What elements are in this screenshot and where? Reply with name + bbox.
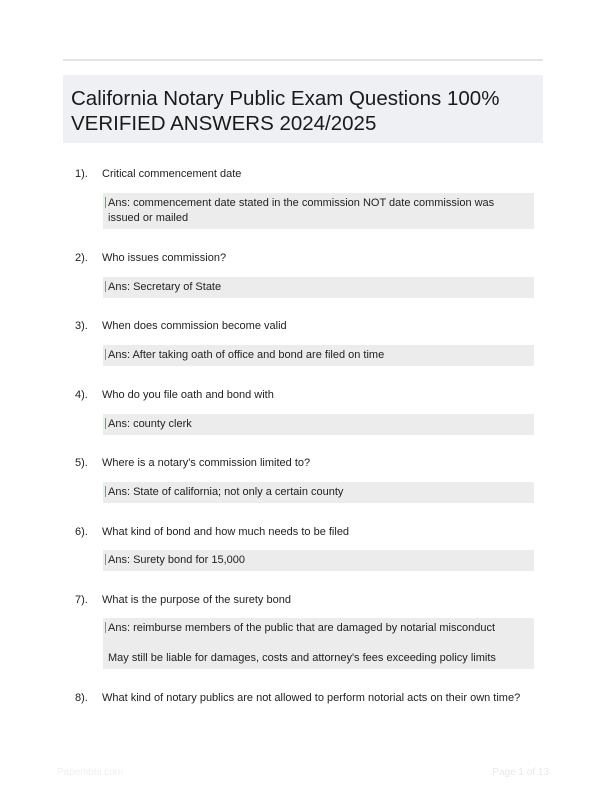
- answer-text: Ans: commencement date stated in the commission NOT date commission was issued or mailed: [108, 197, 495, 224]
- question-number: 3).: [75, 320, 88, 332]
- answer-box: [103, 345, 534, 366]
- answer-box: [103, 193, 534, 229]
- answer-text: May still be liable for damages, costs and attorney's fees exceeding policy limits: [108, 652, 496, 664]
- top-rule: [63, 59, 543, 61]
- footer-page-number: Page 1 of 13: [492, 767, 549, 778]
- question-text: When does commission become valid: [102, 320, 287, 332]
- answer-text: Ans: State of california; not only a certain county: [108, 486, 344, 498]
- question-text: Critical commencement date: [102, 168, 242, 180]
- title-box: [63, 75, 543, 143]
- question-number: 5).: [75, 457, 88, 469]
- answer-box: [103, 618, 534, 669]
- answer-box: [103, 414, 534, 435]
- footer-site: Paperlibbi.com: [57, 767, 124, 778]
- question-text: What kind of bond and how much needs to be filed: [102, 526, 350, 538]
- question-text: Where is a notary's commission limited to?: [102, 457, 311, 469]
- document-title: California Notary Public Exam Questions 100% VERIFIED ANSWERS 2024/2025: [71, 87, 500, 135]
- answer-text: Ans: reimburse members of the public that are damaged by notarial misconduct: [108, 622, 496, 634]
- answer-box: [103, 550, 534, 571]
- question-text: Who issues commission?: [102, 252, 227, 264]
- answer-box: [103, 277, 534, 298]
- answer-paragraph-gap: [108, 636, 526, 651]
- question-text: What kind of notary publics are not allowed to perform notorial acts on their own time?: [102, 692, 521, 704]
- answer-text: Ans: county clerk: [108, 418, 192, 430]
- question-number: 6).: [75, 526, 88, 538]
- answer-box: [103, 482, 534, 503]
- question-text: What is the purpose of the surety bond: [102, 594, 291, 606]
- question-number: 8).: [75, 692, 88, 704]
- answer-text: Ans: Surety bond for 15,000: [108, 554, 245, 566]
- question-text: Who do you file oath and bond with: [102, 389, 274, 401]
- question-number: 4).: [75, 389, 88, 401]
- answer-text: Ans: Secretary of State: [108, 281, 222, 293]
- question-number: 2).: [75, 252, 88, 264]
- question-number: 1).: [75, 168, 88, 180]
- question-number: 7).: [75, 594, 88, 606]
- answer-text: Ans: After taking oath of office and bond are filed on time: [108, 349, 385, 361]
